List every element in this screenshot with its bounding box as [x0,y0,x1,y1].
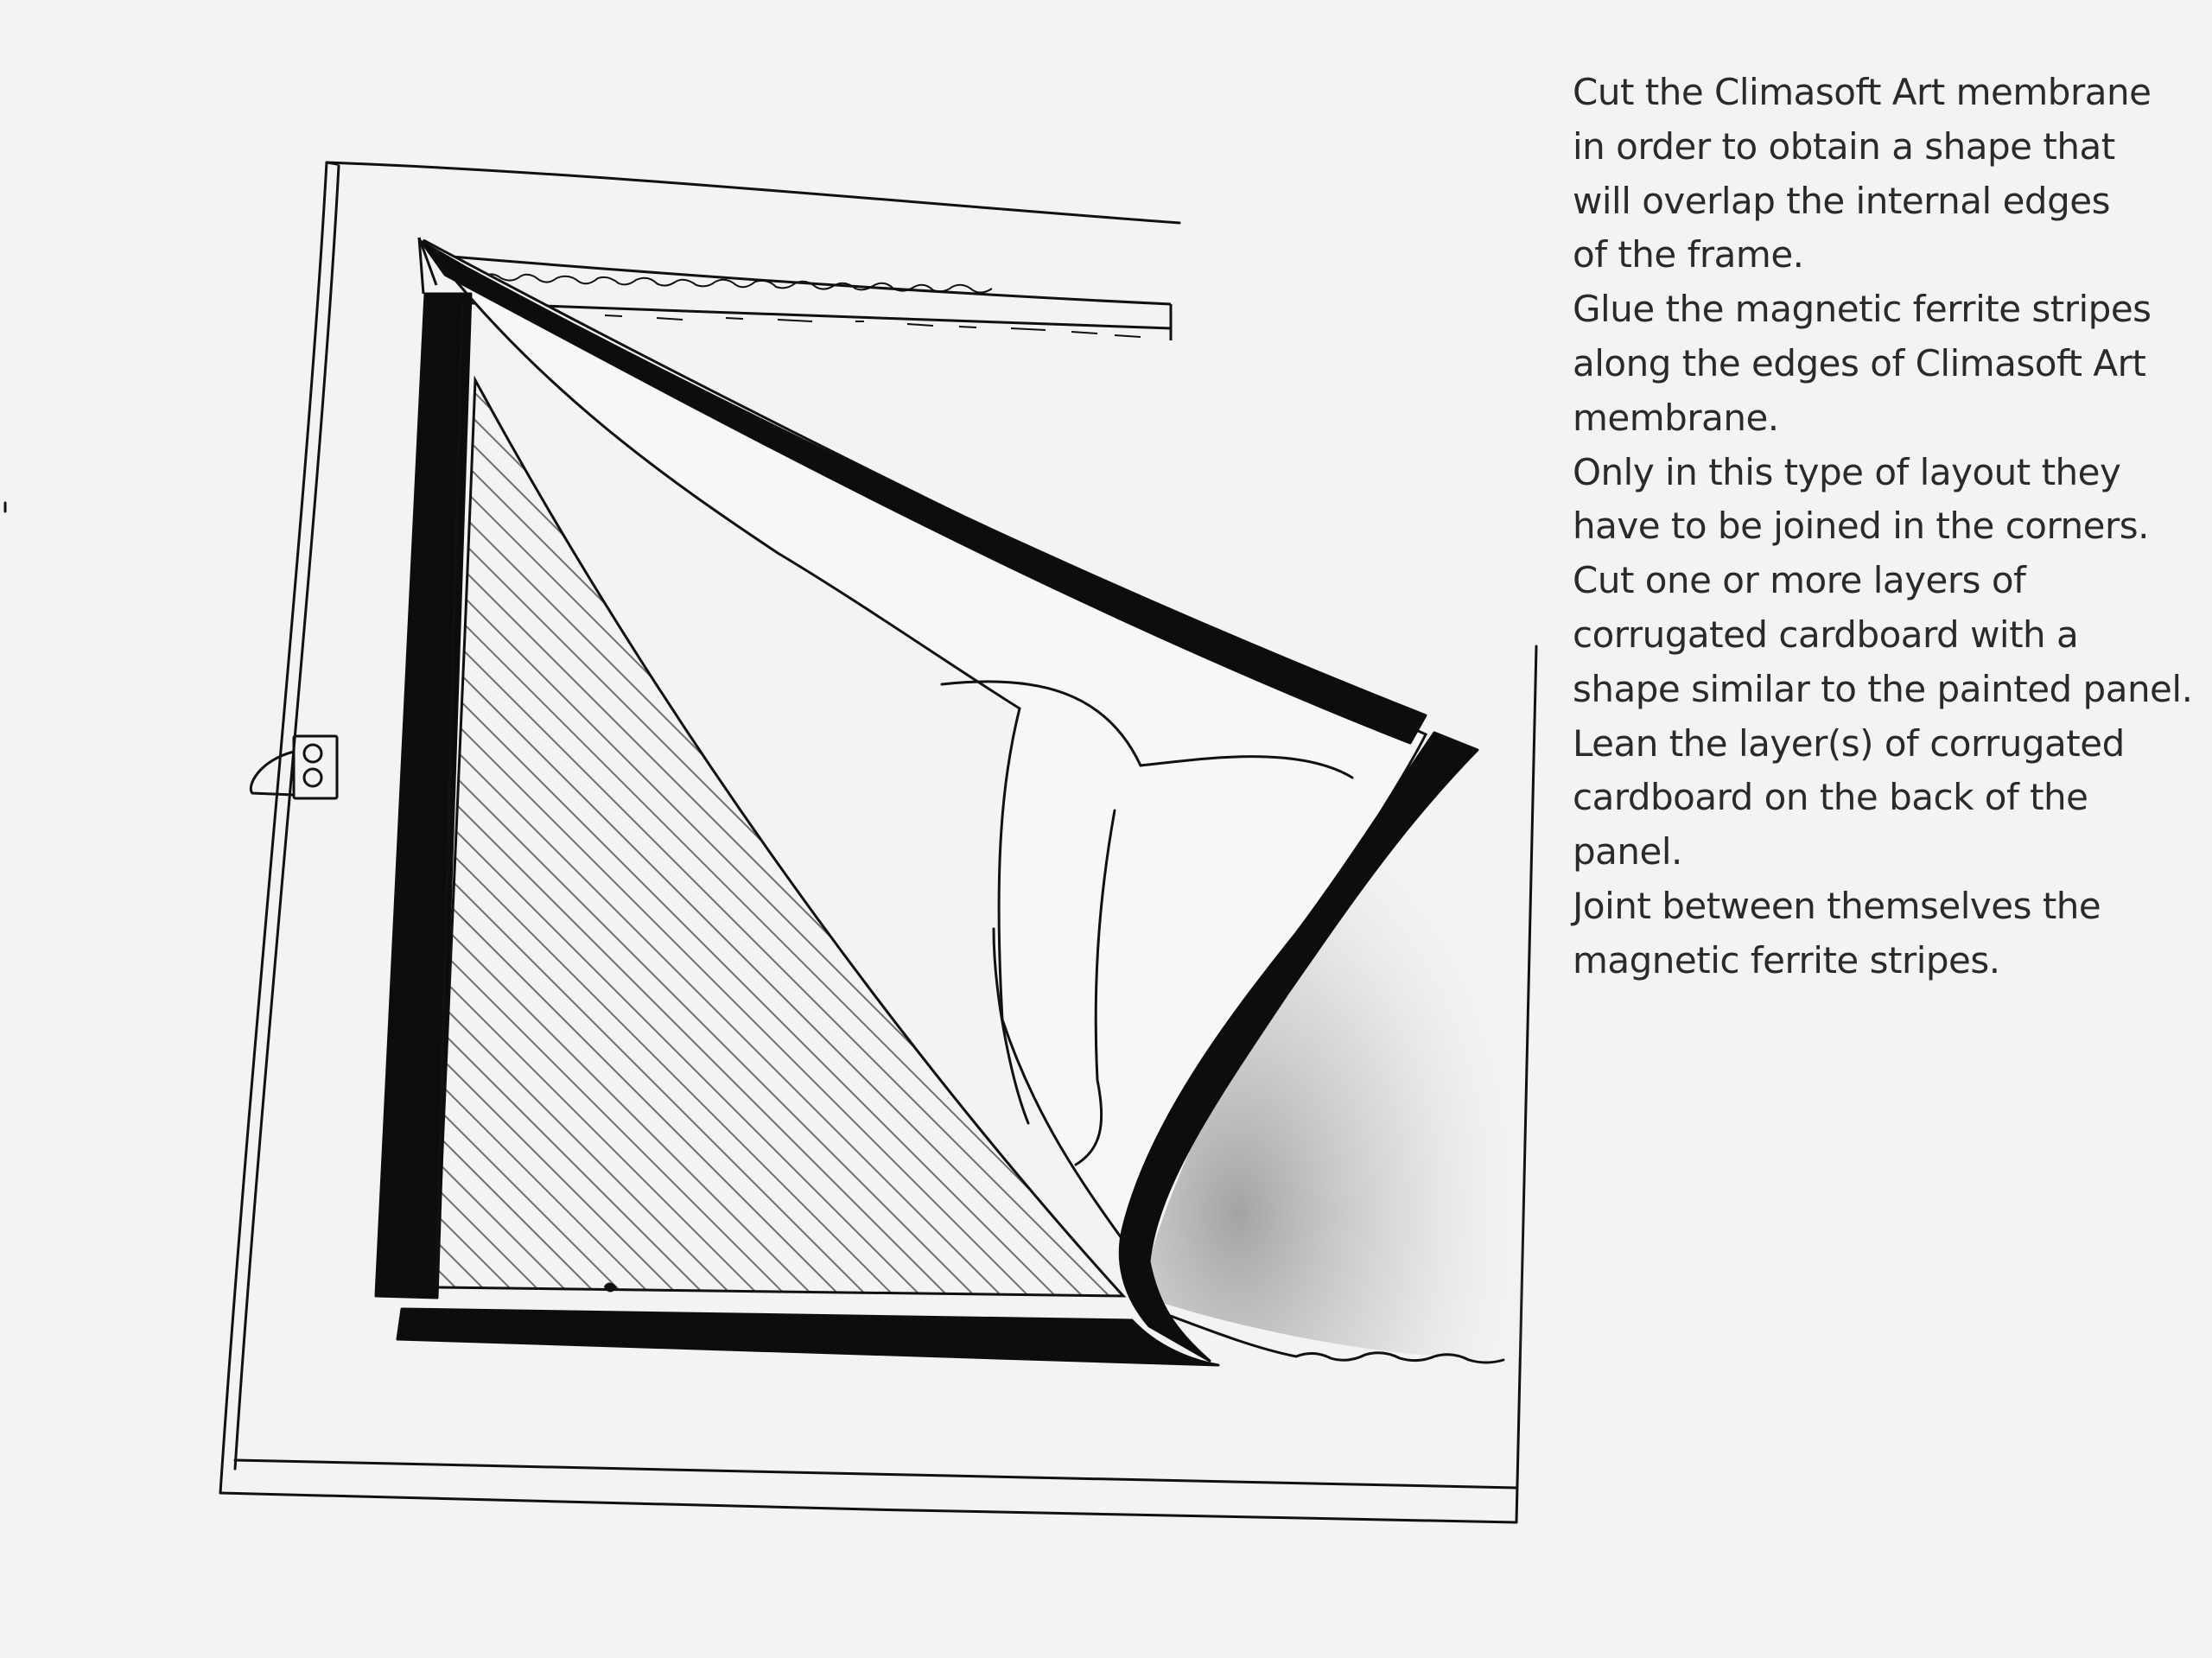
ferrite-stripe-bottom [397,1309,1218,1365]
assembly-instructions [1573,66,2195,988]
instruction-line: panel. [1573,830,1682,873]
instruction-line: have to be joined in the corners. [1573,505,2149,548]
hanging-hook-icon [251,736,337,798]
instruction-line: Lean the layer(s) of corrugated [1573,721,2125,765]
instruction-line: Cut one or more layers of [1573,559,2026,602]
instruction-line: Glue the magnetic ferrite stripes [1573,288,2152,331]
instruction-line: cardboard on the back of the [1573,776,2088,819]
instruction-line: magnetic ferrite stripes. [1573,938,2000,981]
instruction-line: Cut the Climasoft Art membrane [1573,71,2152,113]
instruction-line: will overlap the internal edges [1573,179,2110,222]
instruction-line: in order to obtain a shape that [1573,124,2115,168]
instruction-line: shape similar to the painted panel. [1573,667,2193,710]
instruction-line: Joint between themselves the [1573,884,2101,927]
instruction-line: corrugated cardboard with a [1573,613,2079,656]
instruction-line: membrane. [1573,396,1779,439]
instruction-line: along the edges of Climasoft Art [1573,341,2146,384]
instruction-line: Only in this type of layout they [1573,450,2121,493]
instruction-line: of the frame. [1573,233,1804,276]
